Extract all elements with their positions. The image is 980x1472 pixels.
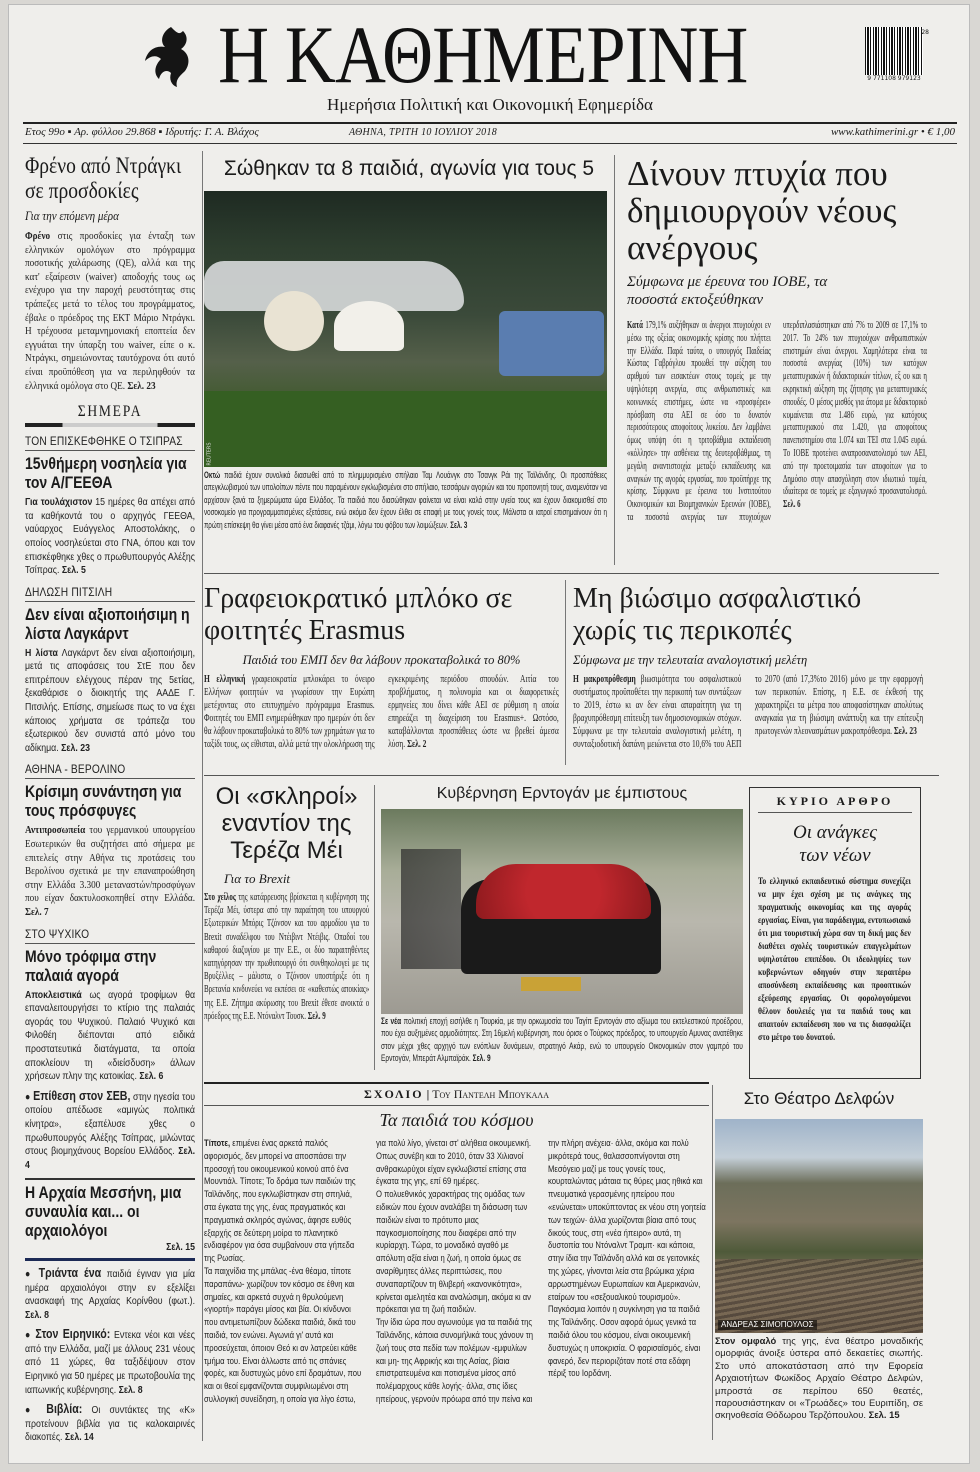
brief-headline: 15νθήμερη νοσηλεία για τον Α/ΓΕΕΘΑ bbox=[25, 455, 187, 493]
page-ref[interactable]: Σελ. 6 bbox=[783, 499, 801, 511]
lead: Βιβλία: bbox=[46, 1402, 83, 1417]
text: ως αγορά τροφίμων θα επαναλειτουργήσει το κτίριο της παλαιάς αγοράς του Ψυχικού. Παλαιό Ψυχικό και Φιλοθέη διέπονται από ειδικά προστατευτικά διατάγματα, τα οποία αποκλείουν τη «διείσδυση» άλλων χρήσεων πλην της κατοικίας. bbox=[25, 989, 195, 1083]
may-headline: Οι «σκληροί» εναντίον της Τερέζα Μέι bbox=[215, 783, 358, 864]
comment-paragraph: Παγκόσμια λοιπόν η συγκίνηση για τα παιδιά της Ταϊλάνδης. Οσον αφορά όμως γενικά τα παιδιά όλου του κόσμου, είναι οικουμενική δυστυχώς η υποκρισία. Ο φαρισαϊσμός, είναι φανερό, δεν περιοριζόταν ποτέ στα εδάφη πέριξ του Ιορδάνη. bbox=[548, 1304, 701, 1380]
erasmus-subhead: Παιδιά του ΕΜΠ δεν θα λάβουν προκαταβολικά το 80% bbox=[242, 653, 521, 667]
editorial-headline: Οι ανάγκες των νέων bbox=[793, 822, 877, 866]
website-link[interactable]: www.kathimerini.gr bbox=[830, 126, 919, 138]
today-label: ΣΗΜΕΡΑ bbox=[77, 403, 143, 421]
text: Οι συντάκτες της «Κ» προτείνουν βιβλία για τις καλοκαιρινές διακοπές. bbox=[25, 1405, 195, 1444]
text: πολιτική εποχή εισήλθε η Τουρκία, με την ορκωμοσία του Ταγίπ Ερντογάν στο αξίωμα του εκτελεστικού προέδρου, που έχει αυξημένες αρμοδιότητες. Στη 16μελή κυβέρνηση, που όρισε ο Τούρκος πρόεδρος, το υπουργείο Αμυνας ανατέθηκε στον μέχρι χθες αρχηγό των ενόπλων δυνάμεων, στρατηγό Ακάρ, ενώ το υπουργείο Οικονομικών στον γαμπρό του Ερντογάν, Μπεράτ Αλμπαϊράκ. bbox=[381, 1015, 743, 1064]
lead: Στον ομφαλό bbox=[715, 1335, 777, 1346]
bullet-item bbox=[25, 1403, 195, 1445]
lead: Κατά bbox=[627, 320, 643, 331]
brief-headline: Κρίσιμη συνάντηση για τους πρόσφυγες bbox=[25, 783, 182, 821]
text: Εντεκα νέοι και νέες από την Ελλάδα, μαζί με άλλους 231 νέους από 11 χώρες, θα ταξιδέψουν στον Ειρηνικό για 50 ημέρες με πρωτοβουλία της ιαπωνικής κυβέρνησης. bbox=[25, 1330, 195, 1396]
brief-kicker: ΑΘΗΝΑ - ΒΕΡΟΛΙΝΟ bbox=[25, 762, 195, 779]
photo-credit: ΑΝΔΡΕΑΣ ΣΙΜΟΠΟΥΛΟΣ bbox=[718, 1320, 817, 1330]
brief-kicker: ΔΗΛΩΣΗ ΠΙΤΣΙΛΗ bbox=[25, 585, 195, 602]
lead: Οκτώ bbox=[204, 470, 221, 481]
erasmus-headline: Γραφειοκρατικό μπλόκο σε φοιτητές Erasmus bbox=[204, 583, 513, 646]
text: βιωσιμότητα του ασφαλιστικού συστήματος προϋποθέτει την περικοπή των συντάξεων το 2019, έστω κι αν δεν είναι απαραίτητη για τη βραχυπρόθεσμη επίτευξη των δημοσιονομικών στόχων. Σύμφωνα με την τελευταία αναλογιστική μελέτη, η συνταξιοδοτική δαπάνη μειώνεται στο 10,6% του ΑΕΠ το 2070 (από 17,3%το 2016) μόνο με την εφαρμογή των περικοπών. Επίσης, η Ε.Ε. σε έκθεσή της χαρακτηρίζει τα μέτρα που αποφασίστηκαν απολύτως αναγκαία για τη βιώσιμη ανάπτυξη και την επίτευξη πρωτογενών πλεονασμάτων μακροπρόθεσμα. bbox=[573, 674, 924, 751]
page-ref[interactable]: Σελ. 15 bbox=[868, 1409, 900, 1421]
today-section-label bbox=[25, 403, 195, 427]
page-ref[interactable]: Σελ. 4 bbox=[25, 1146, 195, 1171]
page-ref[interactable]: Σελ. 9 bbox=[307, 1010, 326, 1022]
lead: Στον Ειρηνικό: bbox=[35, 1327, 111, 1342]
pensions-body bbox=[573, 673, 923, 752]
thailand-caption bbox=[204, 470, 607, 532]
comment-headline: Τα παιδιά του κόσμου bbox=[379, 1110, 534, 1130]
messini-page-ref[interactable]: Σελ. 15 bbox=[166, 1242, 195, 1254]
text: παιδιά έγιναν για μία ημέρα αρχαιολόγοι στην εν εξελίξει ανασκαφή της Αρχαίας Κορίνθου (φωτ.). bbox=[25, 1268, 195, 1308]
degrees-headline: Δίνουν πτυχία που δημιουργούν νέους ανέργους bbox=[627, 154, 897, 267]
bullet-item bbox=[25, 1328, 195, 1397]
brief-kicker: ΤΟΝ ΕΠΙΣΚΕΦΘΗΚΕ Ο ΤΣΙΠΡΑΣ bbox=[25, 434, 195, 451]
degrees-body bbox=[627, 320, 927, 525]
dateline: ΑΘΗΝΑ, ΤΡΙΤΗ 10 ΙΟΥΛΙΟΥ 2018 bbox=[349, 127, 498, 138]
brief-body bbox=[25, 989, 195, 1084]
lead: Επίθεση στον ΣΕΒ, bbox=[33, 1088, 131, 1103]
bullet-icon: ● bbox=[25, 1091, 34, 1103]
founder: Ιδρυτής: Γ. Α. Βλάχος bbox=[165, 126, 259, 138]
pensions-headline: Μη βιώσιμο ασφαλιστικό χωρίς τις περικοπές bbox=[573, 583, 862, 646]
page-ref[interactable]: Σελ. 23 bbox=[893, 726, 917, 738]
pensions-subhead: Σύμφωνα με την τελευταία αναλογιστική μελέτη bbox=[573, 653, 808, 667]
comment-body bbox=[204, 1138, 709, 1407]
may-divider bbox=[374, 785, 375, 1070]
brief-3 bbox=[25, 762, 195, 919]
lead: Η λίστα bbox=[25, 647, 58, 659]
rule bbox=[25, 1258, 195, 1261]
brief-headline: Μόνο τρόφιμα στην παλαιά αγορά bbox=[25, 947, 157, 985]
text: του γερμανικού υπουργείου Εσωτερικών θα συζητήσει από σήμερα με επιτελείς στην Αθήνα τις προτάσεις του Βερολίνου σχετικά με την επαναπροώθηση στην Ελλάδα 3.300 μεταναστών/προσφύγων που είχαν δακτυλοσκοπηθεί στην Ελλάδα. bbox=[25, 824, 195, 905]
masthead-web-price: www.kathimerini.gr • € 1,00 bbox=[830, 126, 955, 138]
text: της γης, ένα θέατρο μοναδικής ομορφιάς άνοιξε ύστερα από δεκαετίες σιωπής. Στο υπό αποκατάσταση από την Εφορεία Αρχαιοτήτων Φωκίδος Αρχαίο Θέατρο Δελφών, μπροστά σε περίπου 650 θεατές, παρουσιάστηκαν οι «Τρωάδες» του Ευριπίδη, σε σκηνοθεσία Θόδωρου Τερζόπουλου. bbox=[715, 1335, 923, 1421]
page-ref[interactable]: Σελ. 6 bbox=[139, 1071, 164, 1083]
bullet-icon: ● bbox=[25, 1268, 39, 1280]
issue-number: Αρ. φύλλου 29.868 bbox=[74, 126, 156, 138]
lead: Αποκλειστικά bbox=[25, 989, 82, 1001]
thailand-rescue-photo bbox=[204, 191, 607, 467]
brief-kicker: ΣΤΟ ΨΥΧΙΚΟ bbox=[25, 927, 195, 944]
bullet-icon: ● bbox=[25, 1405, 47, 1417]
page-ref[interactable]: Σελ. 23 bbox=[127, 379, 156, 392]
brief-body bbox=[25, 647, 195, 756]
masthead-rule-top bbox=[23, 122, 957, 124]
page-ref[interactable]: Σελ. 9 bbox=[472, 1052, 491, 1064]
comment-header: ΣΧΟΛΙΟ | Του Παντελη Μπουκαλα bbox=[363, 1087, 550, 1101]
draghi-subhead: Για την επόμενη μέρα bbox=[25, 208, 119, 223]
text: 15 ημέρες θα απέχει από τα καθήκοντά του ο αρχηγός ΓΕΕΘΑ, ναύαρχος Ευάγγελος Αποστολάκης, ο οποίος νοσηλεύεται στο ΓΝΑ, όπου και τον επισκέφθηκε χθες ο πρωθυπουργός Αλέξης Τσίπρας. bbox=[25, 497, 196, 577]
brief-1 bbox=[25, 434, 195, 578]
lead: Φρένο bbox=[25, 230, 51, 242]
barcode-number: 9 771108 979123 bbox=[867, 75, 921, 82]
text: παιδιά έχουν συνολικά διασωθεί από το πλημμυρισμένο σπήλαιο Ταμ Λουάνγκ στο Τσανγκ Ράι της Ταϊλάνδης. Οι προσπάθειες απεγκλωβισμού των υπολοίπων πέντε που παραμένουν εγκλωβισμένοι στο σπήλαιο, τεσσάρων αγοριών και του προπονητή τους, αναμενόταν να αρχίσουν ξανά τα ξημερώματα ώρα Ελλάδος. Τα παιδιά που διασώθηκαν φαίνεται να είναι καλά στην υγεία τους και έχουν διακομισθεί στο νοσοκομείο για προγραμματισμένες εξετάσεις, ενώ ακόμα δεν έχουν έλθει σε επαφή με τους γονείς τους. Μάλιστα οι ιατροί επισημαίνουν ότι η πρώτη επίσκεψη θα γίνει μέσα από ένα διαφανές τζάμι, λόγω του φόβου των λοιμώξεων. bbox=[204, 470, 607, 531]
page-ref[interactable]: Σελ. 23 bbox=[61, 742, 90, 754]
price: € 1,00 bbox=[927, 126, 955, 138]
text: γραφειοκρατία μπλοκάρει το όνειρο Ελλήνων φοιτητών να γνωρίσουν την Ευρώπη μετέχοντας στο επιτυχημένο πρόγραμμα Erasmus. Φοιτητές του ΕΜΠ ενημερώθηκαν προ ημερών ότι δεν θα λάβουν προκαταβολικά το 80% των χρημάτων για το ταξίδι τους, ως είθισται, αλλά μετά την ολοκλήρωση της εγκεκριμένης περιόδου σπουδών. Αιτία του προβλήματος, η πολυνομία και οι διαφορετικές ερμηνείες που δίνει κάθε ΑΕΙ σε ρύθμιση η οποία επηρεάζει τη διαχείριση του Erasmus+. Ωστόσο, καταβάλλονται προσπάθειες ώστε να βρεθεί άμεσα λύση. bbox=[204, 674, 559, 751]
lead: Τριάντα ένα bbox=[38, 1265, 102, 1280]
year: Ετος 99ο bbox=[25, 126, 65, 138]
draghi-headline: Φρένο από Ντράγκι σε προσδοκίες bbox=[25, 153, 182, 203]
page-ref[interactable]: Σελ. 5 bbox=[61, 565, 86, 577]
page-ref[interactable]: Σελ. 3 bbox=[450, 519, 468, 531]
lead: Αντιπροσωπεία bbox=[25, 824, 86, 837]
lead: Στο χείλος bbox=[204, 892, 236, 903]
comment-paragraph: Ο πολυεθνικός χαρακτήρας της ομάδας των ειδικών που έχουν αναλάβει τη διάσωση των παιδιών είναι το πρότυπο μιας παγκοσμιοποίησης που διαφέρει από την κυρίαρχη. Τώρα, το μοναδικό αγαθό με απόλυτη αξία είναι η ζωή, η οποία όμως σε αναρίθμητες άλλες περιπτώσεις, που συναπαρτίζουν τη θλιβερή «κανονικότητα», κρίνεται αμελητέα και αναλώσιμη, ακόμα κι αν πρόκειται για τη ζωή παιδιών. bbox=[376, 1189, 532, 1316]
may-body bbox=[204, 891, 369, 1023]
left-column-divider bbox=[202, 151, 203, 1441]
text: επιμένει ένας αρκετά παλιός αφορισμός, δεν μπορεί να αποσπάσει την προσοχή του οικουμενικού κοινού από ένα Μουντιάλ. Τίποτε; Το δράμα των παιδιών της Ταϊλάνδης, που εγκλωβίστηκαν στη σπηλιά, στα έγκατα της γης, ένας πραγματικός και πραγματικά σκληρός αγώνας, άφησε ευθύς εξαρχής σε δεύτερη μοίρα το πλανητικό ενδιαφέρον για όσα συμβαίνουν στα γήπεδα της Ρωσίας. bbox=[204, 1138, 356, 1265]
lead: Για τουλάχιστον bbox=[25, 497, 93, 509]
comment-divider bbox=[712, 1085, 713, 1440]
text: στις προσδοκίες για ένταξη των ελληνικών ομολόγων στο πρόγραμμα ποσοτικής χαλάρωσης (QE), αλλά και της κατ' εξαίρεσιν (waiver) αποδοχής τους ως ενέχυρο για την παροχή ρευστότητας στις τράπεζες μετά το τέλος του προγράμματος, έβαλε ο πρόεδρος της ΕΚΤ Μάριο Ντράγκι. Η τρέχουσα μεταμνημονιακή εποπτεία δεν εγγυάται την ύπαρξη του waiver, είπε ο κ. Ντράγκι, σημειώνοντας ταυτόχρονα ότι αυτό είναι προϋπόθεση για να περιληφθούν τα ελληνικά ομόλογα στο QE. bbox=[25, 230, 196, 392]
lead: Σε νέα bbox=[381, 1015, 402, 1026]
editorial-box bbox=[749, 787, 921, 1079]
text: στην ηγεσία του οποίου απέδωσε «αμιγώς πολιτικά κίνητρα», εξαπέλυσε χθες ο πρωθυπουργός Αλέξης Τσίπρας, μιλώντας στους βιομηχάνους Βορείου Ελλάδος. bbox=[25, 1091, 195, 1158]
lead: Η μακροπρόθεσμη bbox=[573, 674, 636, 685]
erdogan-caption bbox=[381, 1015, 743, 1065]
erdogan-headline: Κυβέρνηση Ερντογάν με έμπιστους bbox=[436, 785, 688, 802]
page-ref[interactable]: Σελ. 7 bbox=[25, 906, 49, 918]
comment-rule bbox=[204, 1105, 709, 1106]
sev-brief bbox=[25, 1090, 195, 1173]
comment-paragraph bbox=[204, 1138, 365, 1266]
masthead-rule-bottom bbox=[23, 143, 957, 144]
bullet-icon: ● bbox=[25, 1330, 36, 1342]
text: της κατάρρευσης βρίσκεται η κυβέρνηση της Τερέζα Μέι, ύστερα από την παραίτηση του υπουργού Εξωτερικών Μπόρις Τζόνσον και του αρμοδίου για το Brexit συναδέλφου του Ντέιβιντ Ντέιβις. Οπαδοί του καθαρού διαζυγίου με την Ε.Ε., οι δύο παραιτηθέντες κατηγόρησαν την πρωθυπουργό ότι συνθηκολογεί με τις Βρυξέλλες – μάλιστα, ο Τζόνσον υποστήριξε ότι η Βρετανία κινδυνεύει να εκπέσει σε «καθεστώς αποικίας» της Ε.Ε. Ζήτημα ακύρωσης του Brexit έθεσε ανοικτά ο πρόεδρος της Ε.Ε. Ντόναλντ Τουσκ. bbox=[204, 892, 370, 1022]
masthead-title: Η ΚΑΘΗΜΕΡΙΝΗ bbox=[218, 9, 748, 100]
text: 179,1% αυξήθηκαν οι άνεργοι πτυχιούχοι εν μέσω της οξείας οικονομικής κρίσης που πλήττει την Ελλάδα. Παρά ταύτα, ο υπουργός Παιδείας Κώστας Γαβρόγλου προωθεί την αύξηση του αριθμού των εισακτέων στους τομείς με την υψηλότερη ανεργία, στις ανθρωπιστικές και κοινωνικές επιστήμες, ώστε να «προσφέρει» πρόσβαση στα ΑΕΙ σε όσο το δυνατόν περισσότερους αποφοίτους λυκείου. Δεν λαμβάνει όμως υπόψη ότι η τριτοβάθμια εκπαίδευση «κόλλησε» την ασθένεια της δευτεροβάθμιας, τη μεγάλη αναντιστοιχία μεταξύ εκπαίδευσης και αναγκών της αγοράς εργασίας, που προϋπήρχε της κρίσης. Σύμφωνα με έρευνα του Ινστιτούτου Οικονομικών και Βιομηχανικών Ερευνών (ΙΟΒΕ), τα ποσοστά ανεργίας των πτυχιούχων υπερδιπλασιάστηκαν από 7% το 2009 σε 17,1% το 2017. Το 24% των πτυχιούχων ανθρωπιστικών επιστημών είναι άνεργοι. Χαμηλότερα είναι τα ποσοστά ανεργίας (10%) των κατόχων μεταπτυχιακών ή διδακτορικών τίτλων, εξ ου και η εκρηκτική αύξηση της ζήτησης για μεταπτυχιακές σπουδές. Ο μέσος μισθός για άτομα με διδακτορικό κυμαίνεται στα 1.486 ευρώ, για κατόχους μεταπτυχιακού στα 1.420, για αποφοίτους πανεπιστημίου στα 1.074 και ΤΕΙ στα 1.045 ευρώ. Το ΙΟΒΕ προτείνει αναπροσανατολισμό των ΑΕΙ, από την προετοιμασία των αποφοίτων για το Δημόσιο στην απασχόληση στον ιδιωτικό τομέα, ιδιαίτερα σε τομείς με εξαγωγικό προσανατολισμό. bbox=[627, 320, 927, 523]
editorial-label: ΚΥΡΙΟ ΑΡΘΡΟ bbox=[758, 794, 912, 813]
delphi-theatre-photo bbox=[715, 1119, 923, 1333]
lead: Τίποτε, bbox=[204, 1138, 231, 1149]
brief-headline: Δεν είναι αξιοποιήσιμη η λίστα Λαγκάρντ bbox=[25, 605, 190, 643]
photo-credit: REUTERS bbox=[206, 442, 213, 466]
brief-body bbox=[25, 496, 195, 578]
bullet-item bbox=[25, 1267, 195, 1322]
delphi-headline: Στο Θέατρο Δελφών bbox=[743, 1089, 895, 1108]
top-divider bbox=[614, 155, 615, 565]
comment-paragraph: Τα παιχνίδια της μπάλας -ένα θέαμα, τίποτε παραπάνω- χωρίζουν τον κόσμο σε έθνη και σημαίες, και αρκετά συχνά η θρυλούμενη «γιορτή» παράγει μίσος και βία. Οι κίνδυνοι που αντιμετωπίζουν δώδεκα παιδιά, δικά του παιδιά, τον ενώνει. Αγωνιά γι' αυτά και προσεύχεται, όποιον Θεό κι αν λατρεύει κάθε τμήμα του. Είναι άλλωστε από τις σπάνιες φορές, και δυστυχώς μόνο επί δραμάτων, που και οι θεοί εμφανίζονται συμφιλιωμένοι στη συλλογική συνείδηση, η οποία για λίγο έστω, για πολύ λίγο, γίνεται στ' αλήθεια οικουμενική. Οπως συνέβη και το 2010, όταν 33 Χιλιανοί ανθρακωρύχοι είχαν εγκλωβιστεί επίσης στα έγκατα της γης, επί 69 ημέρες. bbox=[204, 1138, 531, 1405]
section-rule bbox=[204, 573, 939, 574]
degrees-subhead: Σύμφωνα με έρευνα του ΙΟΒΕ, τα ποσοστά εκτοξεύθηκαν bbox=[627, 274, 828, 308]
brief-2 bbox=[25, 585, 195, 756]
mid-divider bbox=[565, 580, 566, 765]
rule bbox=[25, 1178, 195, 1180]
brief-body bbox=[25, 824, 195, 919]
erasmus-body bbox=[204, 673, 559, 752]
lead: Η ελληνική bbox=[204, 674, 246, 685]
editorial-body: Το ελληνικό εκπαιδευτικό σύστημα συνεχίζει να μην έχει σχέση με τις ανάγκες της πραγματικής οικονομίας και της αγοράς εργασίας. Είναι, για παράδειγμα, εντυπωσιακό ότι μια τουριστική χώρα σαν τη δική μας δεν διαθέτει σχολές τουριστικών επαγγελμάτων υψηλοτάτου επιπέδου. Οι ιδεοληψίες των κυβερνώντων οδηγούν στην περαιτέρω αποσύνδεση εκπαίδευσης και προοπτικών εξεύρεσης εργασίας. Οι φορολογούμενοι θέλουν δουλειές για τα παιδιά τους και απαιτούν εκπαίδευση που να τις διασφαλίζει στο μέτρο του δυνατού. bbox=[758, 876, 911, 1043]
barcode bbox=[859, 27, 929, 89]
barcode-issue: 28 bbox=[921, 29, 929, 36]
may-subhead: Για το Brexit bbox=[224, 871, 291, 886]
masthead-subtitle: Ημερήσια Πολιτική και Οικονομική Εφημερίδα bbox=[327, 95, 653, 114]
page-ref[interactable]: Σελ. 14 bbox=[64, 1432, 94, 1444]
thailand-headline: Σώθηκαν τα 8 παιδιά, αγωνία για τους 5 bbox=[223, 157, 595, 180]
draghi-body bbox=[25, 230, 195, 393]
section-rule bbox=[204, 775, 939, 776]
page-ref[interactable]: Σελ. 8 bbox=[25, 1309, 50, 1321]
page-ref[interactable]: Σελ. 2 bbox=[407, 739, 427, 751]
comment-rule-top bbox=[204, 1082, 709, 1084]
delphi-caption bbox=[715, 1335, 923, 1422]
griffin-logo-icon bbox=[141, 23, 199, 91]
page-ref[interactable]: Σελ. 8 bbox=[118, 1384, 143, 1396]
comment-label: ΣΧΟΛΙΟ bbox=[363, 1087, 424, 1101]
masthead-meta: Ετος 99ο ▪ Αρ. φύλλου 29.868 ▪ Ιδρυτής: Γ. Α. Βλάχος bbox=[25, 126, 259, 138]
newspaper-front-page bbox=[8, 4, 970, 1464]
messini-headline: Η Αρχαία Μεσσήνη, μια συναυλία και... οι αρχαιολόγοι bbox=[25, 1184, 182, 1241]
text: Λαγκάρντ δεν είναι αξιοποιήσιμη, μετά τις αποφάσεις του ΣτΕ που δεν επιτρέπουν ελέγχους πέραν της 5ετίας, ξεκαθάρισε ο διοικητής της ΑΑΔΕ Γ. Πιτσιλής. Επίσης, σημείωσε πως το να έχει κάποιος χρήματα σε τράπεζα του εξωτερικού δεν συνιστά από μόνο του αδίκημα. bbox=[25, 647, 195, 754]
erdogan-motorcade-photo bbox=[381, 809, 743, 1014]
comment-author: Του Παντελη Μπουκαλα bbox=[432, 1087, 550, 1101]
left-column bbox=[25, 153, 195, 1445]
brief-4 bbox=[25, 927, 195, 1084]
comment-paragraph: Την ίδια ώρα που αγωνιούμε για τα παιδιά της Ταϊλάνδης, κάποια συνομήλικά τους χάνουν τη ζωή τους στα πεδία των πολέμων -εμφυλίων και μη- της Αφρικής και της Ασίας, βίαια επιστρατευμένα και ποτισμένα μίσος από πολέμαρχους κάθε λογής· άλλα, στις ίδιες ηπείρους, γερνούν πρόωρα από την πείνα και την πλήρη ανέχεια· άλλα, ακόμα και πολύ μικρότερά τους, θαλασσοπνίγονται στη Μεσόγειο μαζί με τους γονείς τους, κουρταλώντας μάταια τις θύρες μιας ηθικά και πνευματικά γερασμένης ηπείρου που «ενώνεται» υποκύπτοντας εκ νέου στη γοητεία των τειχών· άλλα χωρίζονται βίαια από τους δικούς τους, στη «νέα ήπειρο» αυτά, τη δυστοπία του Ντόναλντ Τραμπ· και κάποια, στην ίδια την Ταϊλάνδη αλλά και σε γειτονικές της χώρες, γίνονται λεία στα βρώμικα χέρια αρρωστημένων Ευρωπαίων και Αμερικανών, εταίρων του «σεξουαλικού τουρισμού». bbox=[376, 1138, 706, 1405]
